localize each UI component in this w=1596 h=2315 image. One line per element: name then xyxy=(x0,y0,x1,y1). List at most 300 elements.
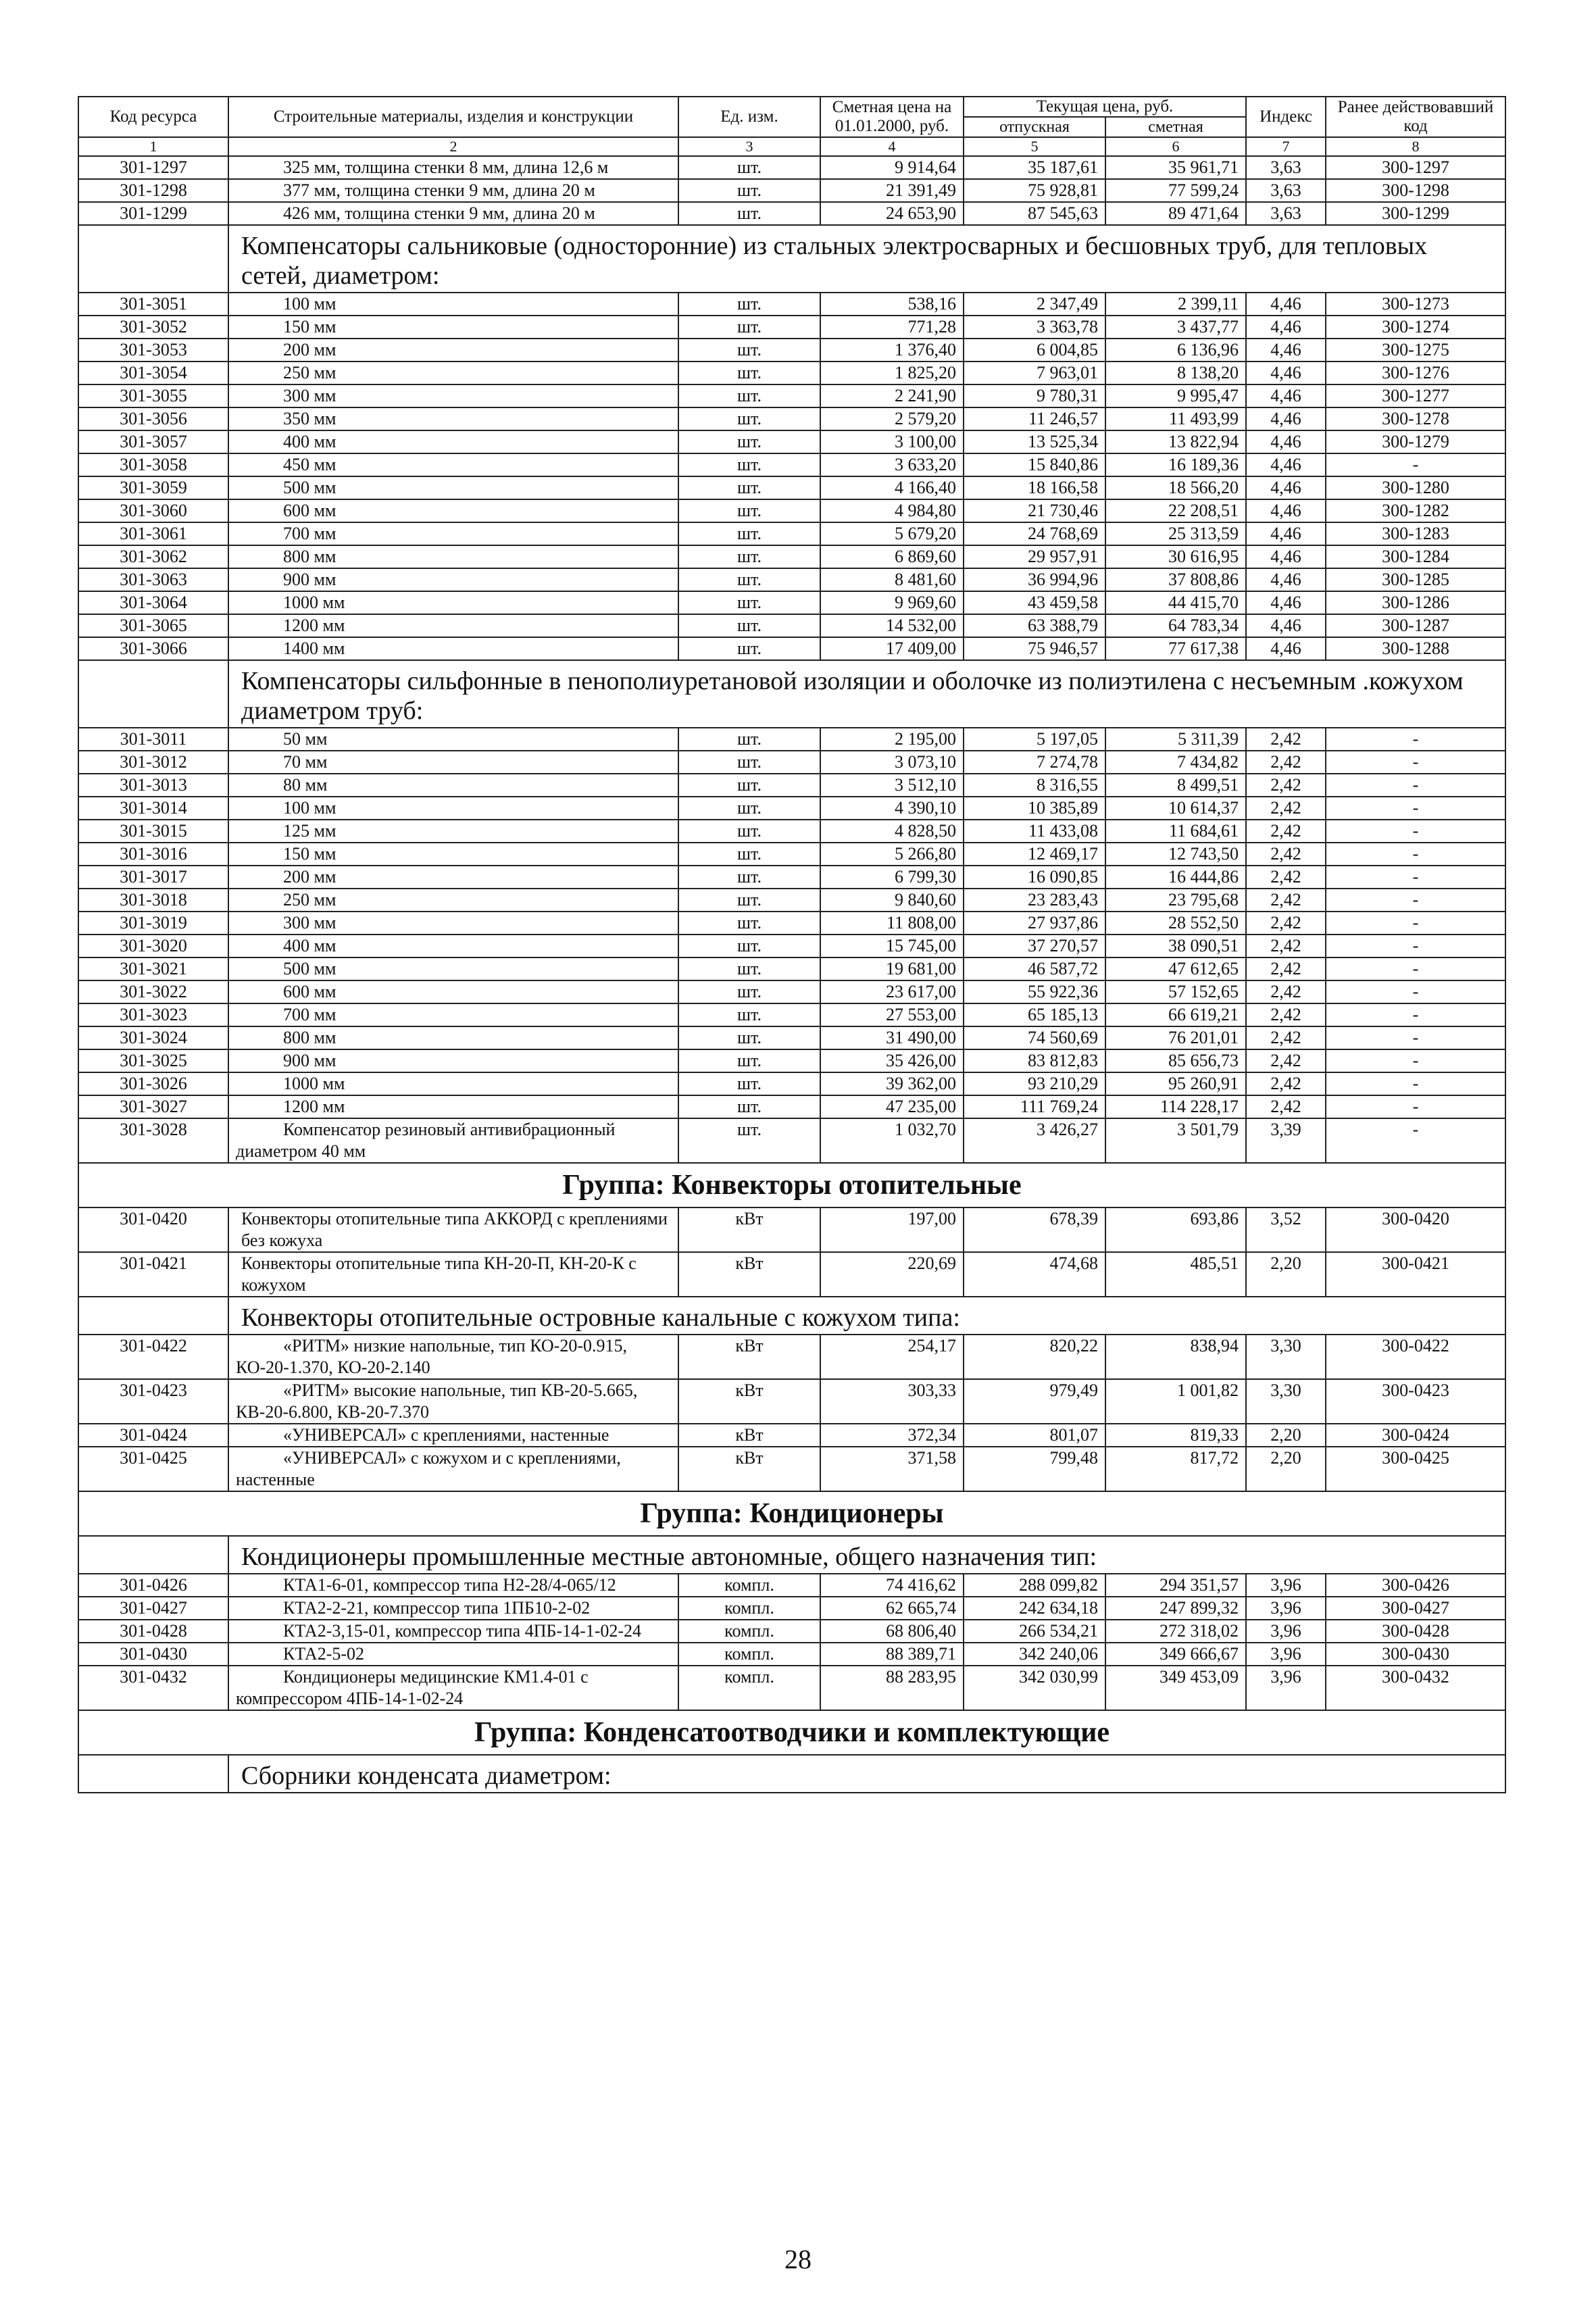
cell-name: 300 мм xyxy=(228,384,678,407)
cell-unit: шт. xyxy=(678,522,820,545)
cell-estimate-price: 349 666,67 xyxy=(1105,1643,1246,1666)
cell-release-price: 342 030,99 xyxy=(964,1666,1105,1710)
cell-estimate-price: 349 453,09 xyxy=(1105,1666,1246,1710)
cell-index: 4,46 xyxy=(1246,614,1326,637)
cell-name: 1400 мм xyxy=(228,637,678,660)
cell-name: 1000 мм xyxy=(228,591,678,614)
price-table-sheet xyxy=(78,96,1505,1793)
cell-unit: шт. xyxy=(678,293,820,316)
cell-unit: шт. xyxy=(678,820,820,843)
cell-price-2000: 220,69 xyxy=(820,1252,964,1297)
header-index: Индекс xyxy=(1246,97,1326,137)
cell-previous-code: 300-0421 xyxy=(1326,1252,1505,1297)
cell-release-price: 7 274,78 xyxy=(964,751,1105,774)
header-colnum: 7 xyxy=(1246,137,1326,156)
cell-code: 301-0421 xyxy=(78,1252,228,1297)
header-previous-code: Ранее действовавший код xyxy=(1326,97,1505,137)
cell-unit: шт. xyxy=(678,1095,820,1118)
cell-name: Кондиционеры медицинские КМ1.4-01 с компрессором 4ПБ-14-1-02-24 xyxy=(228,1666,678,1710)
cell-unit: шт. xyxy=(678,866,820,889)
cell-unit: шт. xyxy=(678,774,820,797)
cell-previous-code: 300-1280 xyxy=(1326,476,1505,499)
header-price-2000: Сметная цена на 01.01.2000, руб. xyxy=(820,97,964,137)
cell-estimate-price: 817,72 xyxy=(1105,1447,1246,1491)
cell-index: 4,46 xyxy=(1246,430,1326,453)
cell-previous-code: 300-1277 xyxy=(1326,384,1505,407)
header-colnum: 3 xyxy=(678,137,820,156)
table-row xyxy=(78,957,1505,980)
cell-estimate-price: 11 684,61 xyxy=(1105,820,1246,843)
cell-estimate-price: 16 444,86 xyxy=(1105,866,1246,889)
cell-code: 301-3055 xyxy=(78,384,228,407)
cell-index: 3,96 xyxy=(1246,1643,1326,1666)
cell-price-2000: 24 653,90 xyxy=(820,202,964,225)
cell-name: 350 мм xyxy=(228,407,678,430)
cell-unit: шт. xyxy=(678,568,820,591)
cell-price-2000: 14 532,00 xyxy=(820,614,964,637)
cell-name: 200 мм xyxy=(228,866,678,889)
cell-previous-code: 300-0425 xyxy=(1326,1447,1505,1491)
cell-code: 301-3016 xyxy=(78,843,228,866)
cell-estimate-price: 485,51 xyxy=(1105,1252,1246,1297)
cell-estimate-price: 294 351,57 xyxy=(1105,1574,1246,1597)
cell-estimate-price: 37 808,86 xyxy=(1105,568,1246,591)
cell-name: 500 мм xyxy=(228,957,678,980)
cell-code: 301-3060 xyxy=(78,499,228,522)
rows-air-conditioners xyxy=(78,1574,1505,1710)
table-row xyxy=(78,843,1505,866)
cell-price-2000: 23 617,00 xyxy=(820,980,964,1003)
table-row xyxy=(78,797,1505,820)
cell-price-2000: 62 665,74 xyxy=(820,1597,964,1620)
cell-estimate-price: 77 599,24 xyxy=(1105,179,1246,202)
cell-estimate-price: 9 995,47 xyxy=(1105,384,1246,407)
cell-price-2000: 27 553,00 xyxy=(820,1003,964,1026)
cell-estimate-price: 5 311,39 xyxy=(1105,728,1246,751)
cell-index: 4,46 xyxy=(1246,476,1326,499)
header-code: Код ресурса xyxy=(78,97,228,137)
cell-estimate-price: 44 415,70 xyxy=(1105,591,1246,614)
cell-name: 150 мм xyxy=(228,843,678,866)
rows-channel-convectors xyxy=(78,1335,1505,1491)
cell-unit: шт. xyxy=(678,980,820,1003)
cell-unit: компл. xyxy=(678,1666,820,1710)
cell-unit: шт. xyxy=(678,751,820,774)
cell-price-2000: 9 840,60 xyxy=(820,889,964,912)
cell-price-2000: 4 166,40 xyxy=(820,476,964,499)
cell-release-price: 83 812,83 xyxy=(964,1049,1105,1072)
cell-unit: кВт xyxy=(678,1379,820,1424)
cell-unit: шт. xyxy=(678,797,820,820)
cell-price-2000: 9 969,60 xyxy=(820,591,964,614)
table-row xyxy=(78,751,1505,774)
cell-name: 300 мм xyxy=(228,912,678,935)
cell-previous-code: 300-0432 xyxy=(1326,1666,1505,1710)
cell-unit: шт. xyxy=(678,935,820,957)
cell-estimate-price: 23 795,68 xyxy=(1105,889,1246,912)
table-row xyxy=(78,384,1505,407)
cell-unit: шт. xyxy=(678,1003,820,1026)
cell-release-price: 12 469,17 xyxy=(964,843,1105,866)
cell-estimate-price: 95 260,91 xyxy=(1105,1072,1246,1095)
cell-code: 301-3027 xyxy=(78,1095,228,1118)
cell-estimate-price: 57 152,65 xyxy=(1105,980,1246,1003)
cell-index: 2,42 xyxy=(1246,1095,1326,1118)
cell-price-2000: 771,28 xyxy=(820,316,964,339)
cell-previous-code: 300-0422 xyxy=(1326,1335,1505,1379)
cell-unit: компл. xyxy=(678,1574,820,1597)
cell-name: 800 мм xyxy=(228,545,678,568)
section-stuffing-compensators xyxy=(78,225,1505,293)
cell-price-2000: 5 266,80 xyxy=(820,843,964,866)
cell-estimate-price: 66 619,21 xyxy=(1105,1003,1246,1026)
cell-release-price: 8 316,55 xyxy=(964,774,1105,797)
cell-code: 301-3064 xyxy=(78,591,228,614)
cell-code: 301-3017 xyxy=(78,866,228,889)
cell-name: 70 мм xyxy=(228,751,678,774)
cell-unit: компл. xyxy=(678,1643,820,1666)
cell-previous-code: 300-0426 xyxy=(1326,1574,1505,1597)
header-colnum: 1 xyxy=(78,137,228,156)
price-table xyxy=(78,96,1506,1793)
cell-estimate-price: 838,94 xyxy=(1105,1335,1246,1379)
cell-release-price: 7 963,01 xyxy=(964,362,1105,384)
cell-previous-code: - xyxy=(1326,957,1505,980)
cell-code: 301-3051 xyxy=(78,293,228,316)
cell-previous-code: 300-1282 xyxy=(1326,499,1505,522)
cell-code: 301-1298 xyxy=(78,179,228,202)
cell-release-price: 13 525,34 xyxy=(964,430,1105,453)
cell-name: 426 мм, толщина стенки 9 мм, длина 20 м xyxy=(228,202,678,225)
cell-name: КТА2-3,15-01, компрессор типа 4ПБ-14-1-02-24 xyxy=(228,1620,678,1643)
cell-name: Конвекторы отопительные типа АККОРД с креплениями без кожуха xyxy=(228,1208,678,1252)
cell-price-2000: 6 869,60 xyxy=(820,545,964,568)
table-row xyxy=(78,1208,1505,1252)
cell-release-price: 288 099,82 xyxy=(964,1574,1105,1597)
cell-unit: шт. xyxy=(678,339,820,362)
cell-code: 301-0430 xyxy=(78,1643,228,1666)
cell-estimate-price: 6 136,96 xyxy=(1105,339,1246,362)
cell-code: 301-0420 xyxy=(78,1208,228,1252)
table-row xyxy=(78,453,1505,476)
cell-price-2000: 6 799,30 xyxy=(820,866,964,889)
cell-estimate-price: 819,33 xyxy=(1105,1424,1246,1447)
cell-index: 3,96 xyxy=(1246,1620,1326,1643)
cell-index: 2,42 xyxy=(1246,820,1326,843)
page-number: 28 xyxy=(784,2244,812,2274)
header-colnum: 8 xyxy=(1326,137,1505,156)
section-bellows-compensators xyxy=(78,660,1505,728)
cell-estimate-price: 13 822,94 xyxy=(1105,430,1246,453)
cell-estimate-price: 3 501,79 xyxy=(1105,1118,1246,1163)
cell-previous-code: 300-1298 xyxy=(1326,179,1505,202)
cell-unit: шт. xyxy=(678,545,820,568)
cell-release-price: 27 937,86 xyxy=(964,912,1105,935)
cell-estimate-price: 38 090,51 xyxy=(1105,935,1246,957)
cell-previous-code: 300-1276 xyxy=(1326,362,1505,384)
table-row xyxy=(78,1072,1505,1095)
cell-index: 2,20 xyxy=(1246,1252,1326,1297)
table-row xyxy=(78,614,1505,637)
cell-release-price: 11 246,57 xyxy=(964,407,1105,430)
cell-name: 377 мм, толщина стенки 9 мм, длина 20 м xyxy=(228,179,678,202)
cell-previous-code: - xyxy=(1326,820,1505,843)
cell-release-price: 35 187,61 xyxy=(964,156,1105,179)
cell-previous-code: 300-1297 xyxy=(1326,156,1505,179)
cell-release-price: 16 090,85 xyxy=(964,866,1105,889)
cell-price-2000: 88 283,95 xyxy=(820,1666,964,1710)
cell-index: 3,63 xyxy=(1246,202,1326,225)
cell-unit: шт. xyxy=(678,591,820,614)
cell-estimate-price: 10 614,37 xyxy=(1105,797,1246,820)
header-colnum: 2 xyxy=(228,137,678,156)
cell-release-price: 75 946,57 xyxy=(964,637,1105,660)
cell-previous-code: - xyxy=(1326,797,1505,820)
cell-estimate-price: 89 471,64 xyxy=(1105,202,1246,225)
cell-index: 3,96 xyxy=(1246,1574,1326,1597)
cell-previous-code: 300-1286 xyxy=(1326,591,1505,614)
table-row xyxy=(78,1003,1505,1026)
cell-price-2000: 371,58 xyxy=(820,1447,964,1491)
cell-unit: шт. xyxy=(678,637,820,660)
group-heading: Группа: Конвекторы отопительные xyxy=(78,1163,1505,1208)
cell-index: 3,63 xyxy=(1246,156,1326,179)
cell-previous-code: - xyxy=(1326,843,1505,866)
cell-previous-code: - xyxy=(1326,866,1505,889)
cell-index: 2,42 xyxy=(1246,751,1326,774)
cell-estimate-price: 11 493,99 xyxy=(1105,407,1246,430)
cell-index: 3,63 xyxy=(1246,179,1326,202)
cell-index: 4,46 xyxy=(1246,499,1326,522)
section-heading: Сборники конденсата диаметром: xyxy=(228,1755,1505,1793)
cell-name: 250 мм xyxy=(228,362,678,384)
cell-release-price: 979,49 xyxy=(964,1379,1105,1424)
cell-estimate-price: 3 437,77 xyxy=(1105,316,1246,339)
cell-code: 301-0432 xyxy=(78,1666,228,1710)
cell-index: 2,42 xyxy=(1246,843,1326,866)
cell-price-2000: 1 032,70 xyxy=(820,1118,964,1163)
cell-code: 301-3019 xyxy=(78,912,228,935)
cell-release-price: 15 840,86 xyxy=(964,453,1105,476)
table-row xyxy=(78,912,1505,935)
cell-estimate-price: 247 899,32 xyxy=(1105,1597,1246,1620)
cell-name: 700 мм xyxy=(228,1003,678,1026)
cell-unit: шт. xyxy=(678,316,820,339)
cell-code: 301-3057 xyxy=(78,430,228,453)
cell-index: 3,30 xyxy=(1246,1335,1326,1379)
cell-estimate-price: 18 566,20 xyxy=(1105,476,1246,499)
cell-release-price: 678,39 xyxy=(964,1208,1105,1252)
cell-index: 4,46 xyxy=(1246,568,1326,591)
cell-release-price: 3 363,78 xyxy=(964,316,1105,339)
table-row xyxy=(78,1643,1505,1666)
cell-release-price: 24 768,69 xyxy=(964,522,1105,545)
cell-index: 2,42 xyxy=(1246,774,1326,797)
cell-release-price: 266 534,21 xyxy=(964,1620,1105,1643)
cell-release-price: 801,07 xyxy=(964,1424,1105,1447)
cell-name: 800 мм xyxy=(228,1026,678,1049)
cell-unit: шт. xyxy=(678,1026,820,1049)
cell-code: 301-3023 xyxy=(78,1003,228,1026)
cell-previous-code: 300-1287 xyxy=(1326,614,1505,637)
table-row xyxy=(78,980,1505,1003)
cell-index: 3,96 xyxy=(1246,1597,1326,1620)
header-name: Строительные материалы, изделия и конструкции xyxy=(228,97,678,137)
cell-release-price: 29 957,91 xyxy=(964,545,1105,568)
cell-unit: шт. xyxy=(678,843,820,866)
rows-stuffing-compensators xyxy=(78,293,1505,660)
cell-name: Конвекторы отопительные типа КН-20-П, КН-20-К с кожухом xyxy=(228,1252,678,1297)
cell-estimate-price: 47 612,65 xyxy=(1105,957,1246,980)
cell-previous-code: - xyxy=(1326,912,1505,935)
cell-unit: шт. xyxy=(678,1118,820,1163)
cell-index: 4,46 xyxy=(1246,545,1326,568)
cell-previous-code: - xyxy=(1326,1072,1505,1095)
table-row xyxy=(78,1447,1505,1491)
table-row xyxy=(78,1666,1505,1710)
cell-previous-code: 300-1283 xyxy=(1326,522,1505,545)
cell-previous-code: 300-0420 xyxy=(1326,1208,1505,1252)
cell-index: 3,52 xyxy=(1246,1208,1326,1252)
cell-name: 80 мм xyxy=(228,774,678,797)
cell-code: 301-3058 xyxy=(78,453,228,476)
cell-code: 301-0423 xyxy=(78,1379,228,1424)
cell-release-price: 23 283,43 xyxy=(964,889,1105,912)
cell-code: 301-3053 xyxy=(78,339,228,362)
header-estimate-price: сметная xyxy=(1105,117,1246,137)
cell-index: 2,42 xyxy=(1246,728,1326,751)
cell-release-price: 18 166,58 xyxy=(964,476,1105,499)
cell-unit: кВт xyxy=(678,1335,820,1379)
cell-price-2000: 5 679,20 xyxy=(820,522,964,545)
cell-release-price: 11 433,08 xyxy=(964,820,1105,843)
table-row xyxy=(78,1095,1505,1118)
table-row xyxy=(78,522,1505,545)
cell-previous-code: - xyxy=(1326,980,1505,1003)
cell-name: 100 мм xyxy=(228,797,678,820)
cell-release-price: 2 347,49 xyxy=(964,293,1105,316)
cell-release-price: 342 240,06 xyxy=(964,1643,1105,1666)
cell-unit: шт. xyxy=(678,407,820,430)
cell-name: 1200 мм xyxy=(228,614,678,637)
table-row xyxy=(78,1379,1505,1424)
cell-price-2000: 254,17 xyxy=(820,1335,964,1379)
cell-name: КТА2-2-21, компрессор типа 1ПБ10-2-02 xyxy=(228,1597,678,1620)
cell-code: 301-0427 xyxy=(78,1597,228,1620)
cell-estimate-price: 8 138,20 xyxy=(1105,362,1246,384)
table-row xyxy=(78,293,1505,316)
cell-name: «РИТМ» низкие напольные, тип КО-20-0.915, КО-20-1.370, КО-20-2.140 xyxy=(228,1335,678,1379)
cell-estimate-price: 114 228,17 xyxy=(1105,1095,1246,1118)
table-row xyxy=(78,430,1505,453)
cell-price-2000: 68 806,40 xyxy=(820,1620,964,1643)
cell-estimate-price: 35 961,71 xyxy=(1105,156,1246,179)
cell-code: 301-3021 xyxy=(78,957,228,980)
cell-price-2000: 8 481,60 xyxy=(820,568,964,591)
cell-release-price: 111 769,24 xyxy=(964,1095,1105,1118)
cell-release-price: 87 545,63 xyxy=(964,202,1105,225)
cell-code: 301-0424 xyxy=(78,1424,228,1447)
cell-previous-code: - xyxy=(1326,1003,1505,1026)
group-heading: Группа: Конденсатоотводчики и комплектующие xyxy=(78,1710,1505,1755)
cell-unit: шт. xyxy=(678,614,820,637)
cell-name: 700 мм xyxy=(228,522,678,545)
cell-index: 2,42 xyxy=(1246,980,1326,1003)
cell-unit: шт. xyxy=(678,1072,820,1095)
header-current-price: Текущая цена, руб. xyxy=(964,97,1246,117)
cell-price-2000: 538,16 xyxy=(820,293,964,316)
cell-index: 4,46 xyxy=(1246,384,1326,407)
cell-previous-code: - xyxy=(1326,728,1505,751)
cell-release-price: 10 385,89 xyxy=(964,797,1105,820)
cell-unit: шт. xyxy=(678,912,820,935)
cell-release-price: 65 185,13 xyxy=(964,1003,1105,1026)
cell-name: 1000 мм xyxy=(228,1072,678,1095)
cell-estimate-price: 12 743,50 xyxy=(1105,843,1246,866)
cell-estimate-price: 1 001,82 xyxy=(1105,1379,1246,1424)
cell-previous-code: - xyxy=(1326,774,1505,797)
cell-release-price: 74 560,69 xyxy=(964,1026,1105,1049)
table-row xyxy=(78,339,1505,362)
cell-code: 301-1299 xyxy=(78,202,228,225)
cell-unit: кВт xyxy=(678,1424,820,1447)
cell-index: 4,46 xyxy=(1246,339,1326,362)
cell-unit: шт. xyxy=(678,202,820,225)
group-convectors xyxy=(78,1163,1505,1208)
table-row xyxy=(78,1424,1505,1447)
cell-release-price: 820,22 xyxy=(964,1335,1105,1379)
cell-estimate-price: 22 208,51 xyxy=(1105,499,1246,522)
cell-release-price: 37 270,57 xyxy=(964,935,1105,957)
cell-index: 2,20 xyxy=(1246,1424,1326,1447)
cell-index: 3,96 xyxy=(1246,1666,1326,1710)
cell-code: 301-3022 xyxy=(78,980,228,1003)
cell-unit: кВт xyxy=(678,1447,820,1491)
cell-release-price: 55 922,36 xyxy=(964,980,1105,1003)
cell-index: 2,20 xyxy=(1246,1447,1326,1491)
cell-index: 2,42 xyxy=(1246,866,1326,889)
cell-code: 301-0426 xyxy=(78,1574,228,1597)
cell-release-price: 93 210,29 xyxy=(964,1072,1105,1095)
cell-estimate-price: 7 434,82 xyxy=(1105,751,1246,774)
cell-price-2000: 2 195,00 xyxy=(820,728,964,751)
cell-price-2000: 4 984,80 xyxy=(820,499,964,522)
table-row xyxy=(78,499,1505,522)
cell-price-2000: 39 362,00 xyxy=(820,1072,964,1095)
cell-release-price: 46 587,72 xyxy=(964,957,1105,980)
cell-name: 400 мм xyxy=(228,935,678,957)
group-air-conditioners xyxy=(78,1491,1505,1574)
header-colnum: 5 xyxy=(964,137,1105,156)
cell-previous-code: 300-1284 xyxy=(1326,545,1505,568)
cell-unit: кВт xyxy=(678,1208,820,1252)
cell-release-price: 5 197,05 xyxy=(964,728,1105,751)
cell-unit: компл. xyxy=(678,1620,820,1643)
cell-previous-code: 300-0423 xyxy=(1326,1379,1505,1424)
table-row xyxy=(78,1118,1505,1163)
cell-release-price: 6 004,85 xyxy=(964,339,1105,362)
cell-index: 4,46 xyxy=(1246,591,1326,614)
cell-name: «РИТМ» высокие напольные, тип КВ-20-5.665, КВ-20-6.800, КВ-20-7.370 xyxy=(228,1379,678,1424)
cell-unit: шт. xyxy=(678,179,820,202)
cell-code: 301-3056 xyxy=(78,407,228,430)
cell-index: 2,42 xyxy=(1246,1072,1326,1095)
table-row xyxy=(78,362,1505,384)
cell-release-price: 43 459,58 xyxy=(964,591,1105,614)
section-heading: Компенсаторы сальниковые (односторонние) из стальных электросварных и бесшовных труб, для тепловых сетей, диаметром: xyxy=(228,225,1505,293)
cell-estimate-price: 2 399,11 xyxy=(1105,293,1246,316)
table-row xyxy=(78,545,1505,568)
